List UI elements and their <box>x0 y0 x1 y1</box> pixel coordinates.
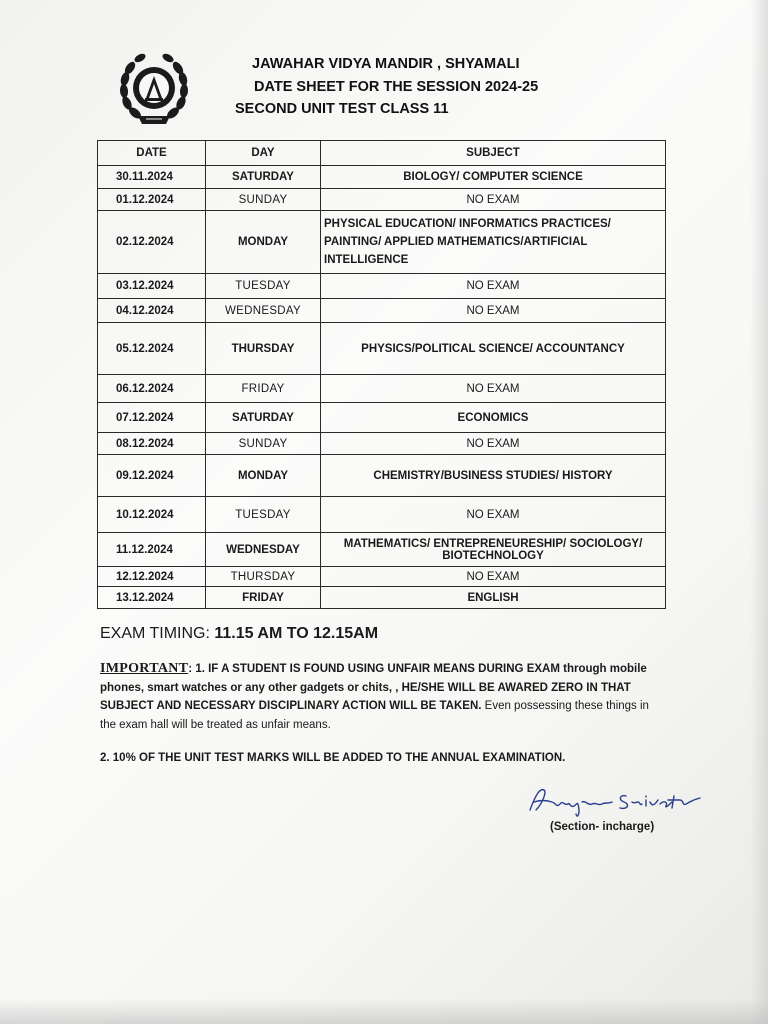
exam-timing <box>100 625 378 643</box>
day-cell: TUESDAY <box>206 274 321 299</box>
subject-cell: NO EXAM <box>321 497 666 533</box>
day-cell: SUNDAY <box>206 433 321 455</box>
session-title: DATE SHEET FOR THE SESSION 2024-25 <box>254 79 539 95</box>
important-colon: : <box>188 663 196 675</box>
subject-cell: PHYSICAL EDUCATION/ INFORMATICS PRACTICES/ PAINTING/ APPLIED MATHEMATICS/ARTIFICIAL INTELLIGENCE <box>321 211 666 274</box>
school-crest-icon <box>116 46 192 130</box>
table-row <box>98 166 666 189</box>
day-cell: SATURDAY <box>206 166 321 189</box>
subject-cell: NO EXAM <box>321 274 666 299</box>
subject-cell: PHYSICS/POLITICAL SCIENCE/ ACCOUNTANCY <box>321 323 666 375</box>
exam-timing-value: 11.15 AM TO 12.15AM <box>214 625 379 642</box>
exam-timing-label: EXAM TIMING: <box>100 625 210 642</box>
column-header-date: DATE <box>98 141 206 166</box>
day-cell: FRIDAY <box>206 587 321 609</box>
day-cell: TUESDAY <box>206 497 321 533</box>
subject-cell: NO EXAM <box>321 189 666 211</box>
page-edge-shadow-right <box>750 0 768 1024</box>
table-header-row <box>98 141 666 166</box>
table-row <box>98 403 666 433</box>
table-row <box>98 533 666 567</box>
subject-cell: ECONOMICS <box>321 403 666 433</box>
subject-cell: BIOLOGY/ COMPUTER SCIENCE <box>321 166 666 189</box>
important-label: IMPORTANT <box>100 661 189 676</box>
date-cell: 09.12.2024 <box>98 455 206 497</box>
table-row <box>98 211 666 274</box>
day-cell: SUNDAY <box>206 189 321 211</box>
day-cell: SATURDAY <box>206 403 321 433</box>
date-cell: 01.12.2024 <box>98 189 206 211</box>
subject-cell: NO EXAM <box>321 299 666 323</box>
date-cell: 12.12.2024 <box>98 567 206 587</box>
table-row <box>98 299 666 323</box>
table-row <box>98 455 666 497</box>
important-note <box>100 660 660 734</box>
subject-cell: ENGLISH <box>321 587 666 609</box>
date-cell: 30.11.2024 <box>98 166 206 189</box>
table-row <box>98 189 666 211</box>
table-row <box>98 323 666 375</box>
column-header-day: DAY <box>206 141 321 166</box>
table-row <box>98 274 666 299</box>
subject-cell: CHEMISTRY/BUSINESS STUDIES/ HISTORY <box>321 455 666 497</box>
signature-image <box>522 780 712 820</box>
page-edge-shadow-bottom <box>0 998 768 1024</box>
table-row <box>98 433 666 455</box>
table-row <box>98 587 666 609</box>
date-cell: 03.12.2024 <box>98 274 206 299</box>
important-point-2: 2. 10% OF THE UNIT TEST MARKS WILL BE ADDED TO THE ANNUAL EXAMINATION. <box>100 752 566 764</box>
day-cell: THURSDAY <box>206 323 321 375</box>
date-cell: 13.12.2024 <box>98 587 206 609</box>
date-cell: 06.12.2024 <box>98 375 206 403</box>
school-name: JAWAHAR VIDYA MANDIR , SHYAMALI <box>252 56 520 72</box>
important-point-1-rest: Even possessing these things in the exam hall will be treated as unfair means. <box>100 700 649 731</box>
table-row <box>98 497 666 533</box>
day-cell: THURSDAY <box>206 567 321 587</box>
day-cell: WEDNESDAY <box>206 299 321 323</box>
subject-cell: MATHEMATICS/ ENTREPRENEURESHIP/ SOCIOLOGY/ BIOTECHNOLOGY <box>321 533 666 567</box>
date-cell: 05.12.2024 <box>98 323 206 375</box>
subject-cell: NO EXAM <box>321 567 666 587</box>
table-row <box>98 567 666 587</box>
date-sheet-table <box>97 140 666 609</box>
subject-cell: NO EXAM <box>321 433 666 455</box>
day-cell: WEDNESDAY <box>206 533 321 567</box>
table-row <box>98 375 666 403</box>
test-title: SECOND UNIT TEST CLASS 11 <box>235 101 449 117</box>
date-cell: 07.12.2024 <box>98 403 206 433</box>
important-point-1: 1. IF A STUDENT IS FOUND USING UNFAIR MEANS DURING EXAM through mobile phones, smart watches or any other gadgets or chits, , HE/SHE WILL BE AWARED ZERO IN THAT SUBJECT AND NECESSARY DISCIPLINARY ACTION WILL BE TAKEN. <box>100 663 647 712</box>
date-cell: 08.12.2024 <box>98 433 206 455</box>
signature-role: (Section- incharge) <box>550 821 655 833</box>
subject-cell: NO EXAM <box>321 375 666 403</box>
day-cell: MONDAY <box>206 455 321 497</box>
day-cell: FRIDAY <box>206 375 321 403</box>
column-header-subject: SUBJECT <box>321 141 666 166</box>
date-cell: 11.12.2024 <box>98 533 206 567</box>
date-cell: 02.12.2024 <box>98 211 206 274</box>
date-cell: 10.12.2024 <box>98 497 206 533</box>
date-cell: 04.12.2024 <box>98 299 206 323</box>
day-cell: MONDAY <box>206 211 321 274</box>
